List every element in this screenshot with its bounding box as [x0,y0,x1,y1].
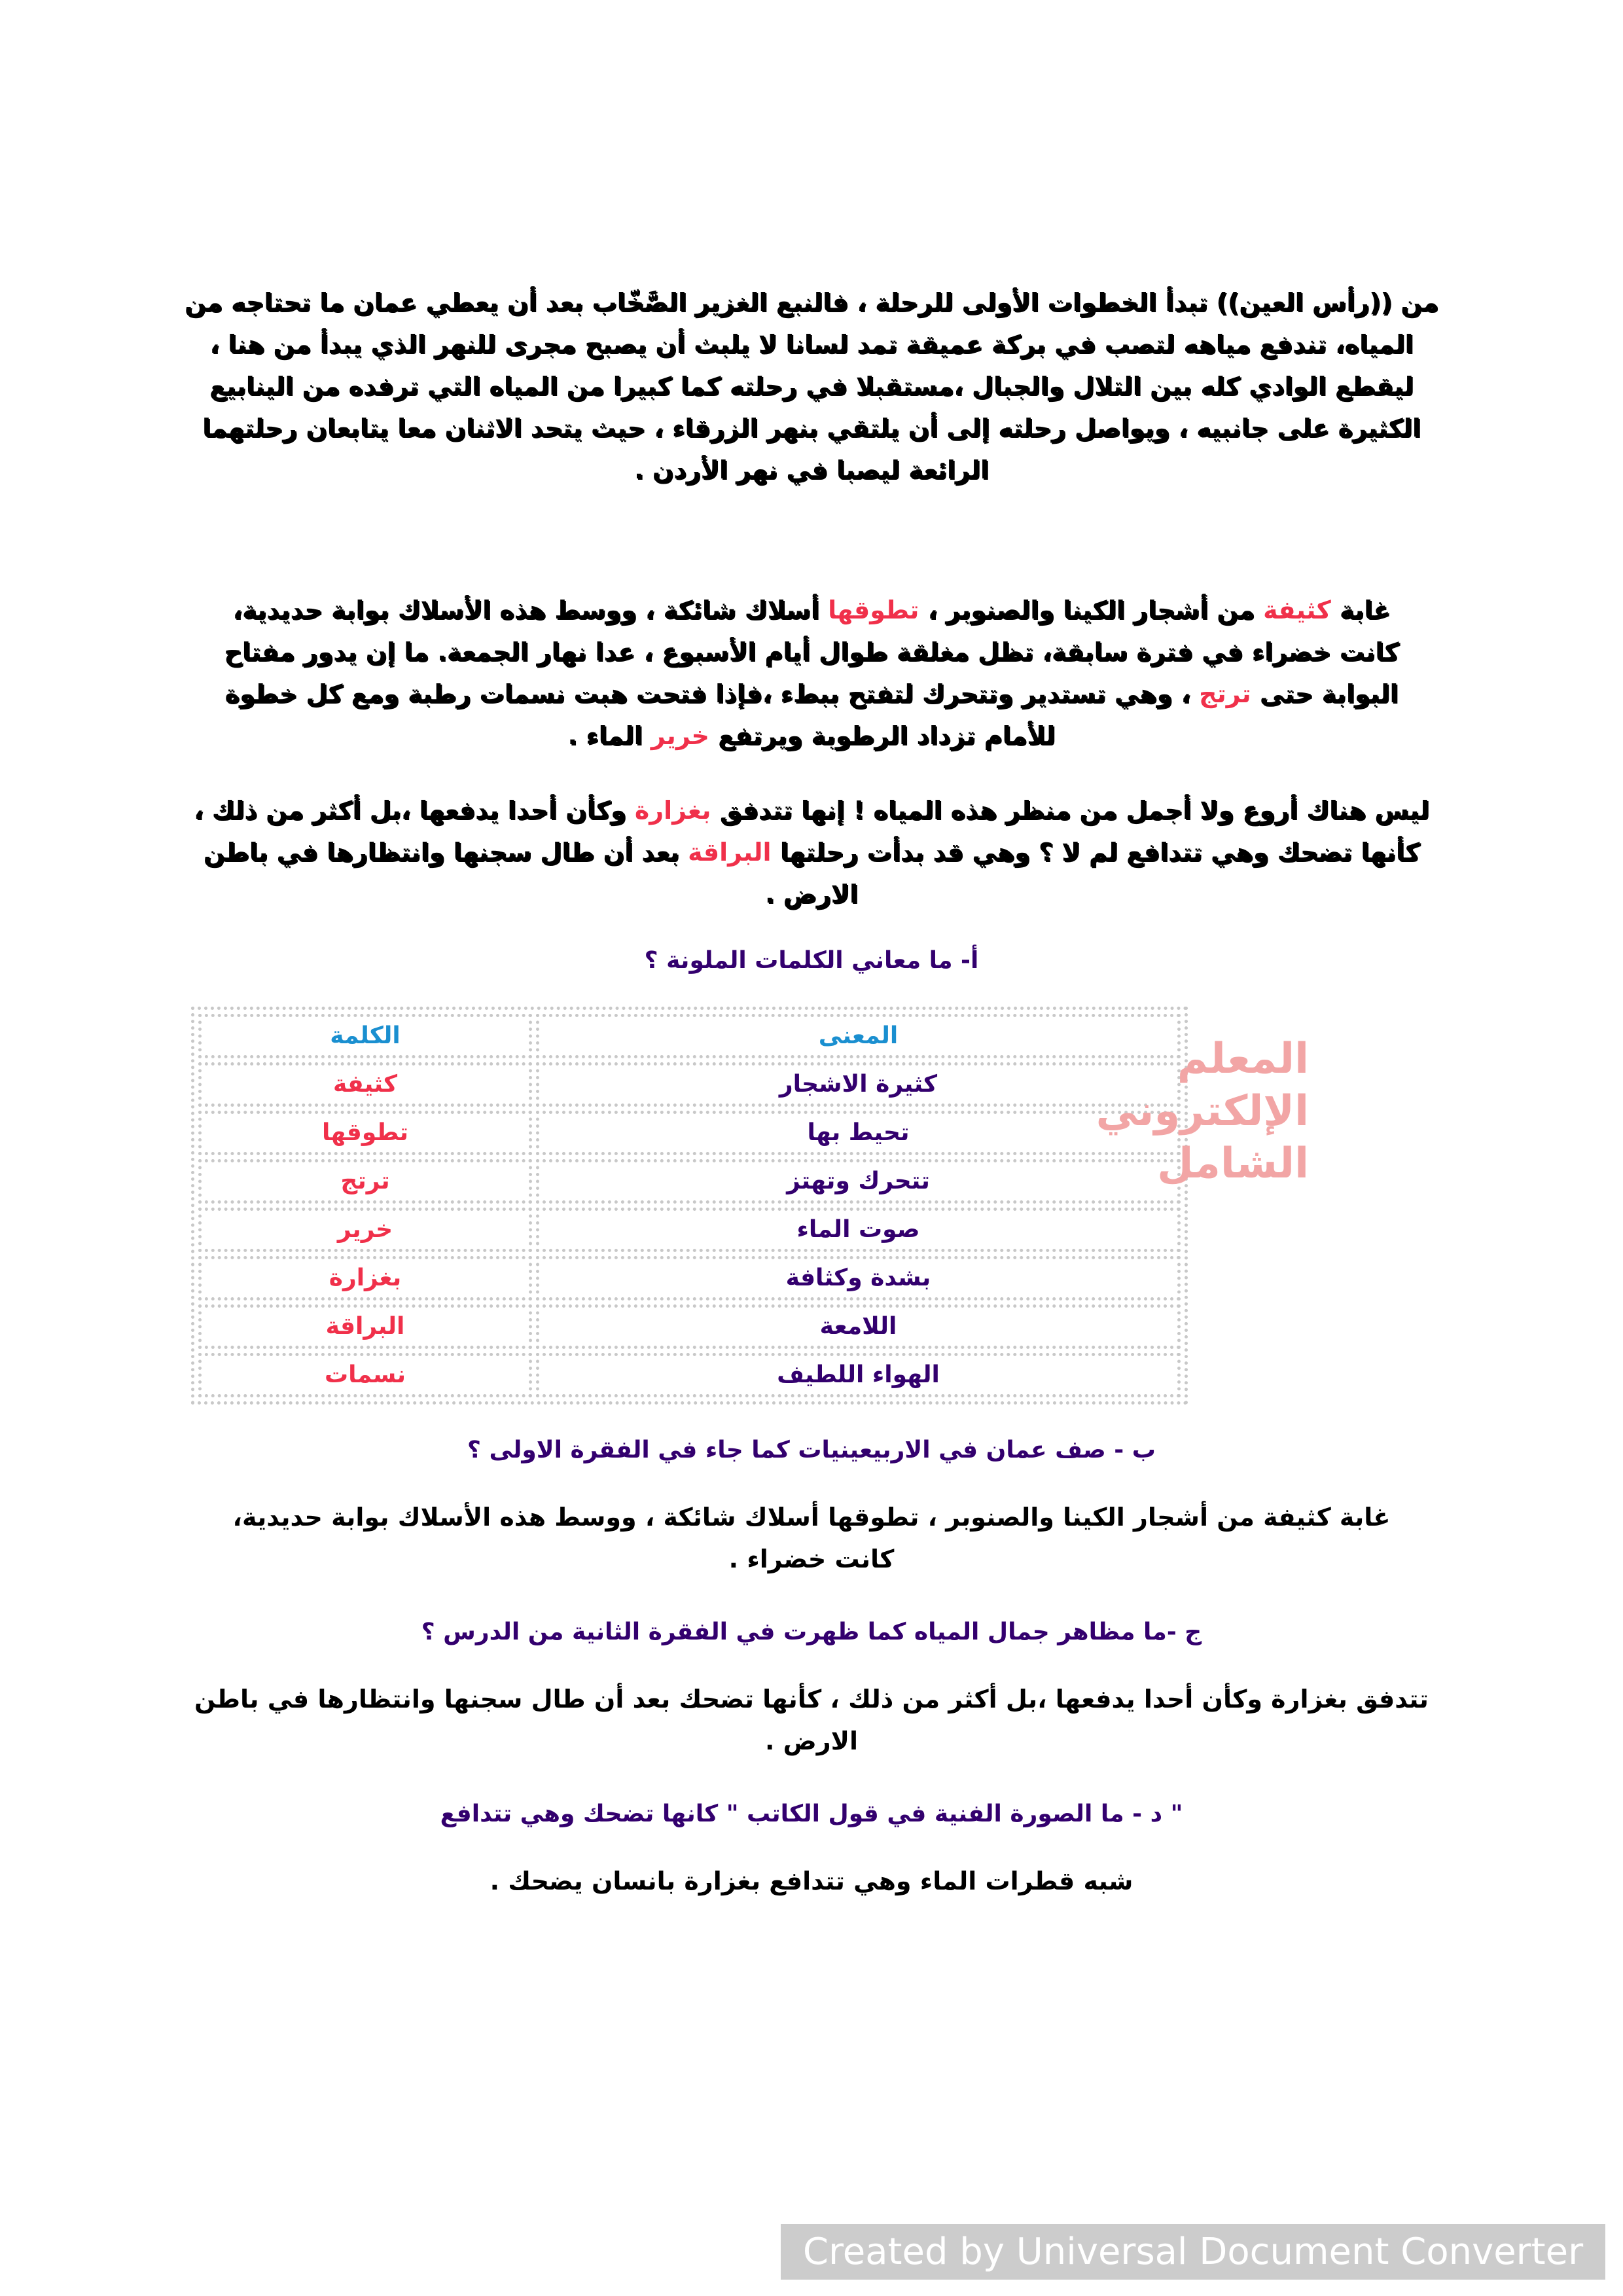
highlighted-word: تطوقها [828,596,919,624]
paragraph-text: ، وهي تستدير وتتحرك لتفتح ببطء ،فإذا فتحت هبت نسمات رطبة ومع كل خطوة للأمام تزداد الرطوبة ويرتفع [224,679,1200,750]
column-header-meaning: المعنى [536,1014,1181,1058]
paragraph-text: أسلاك شائكة ، ووسط هذه الأسلاك بوابة حديدية، كانت خضراء في فترة سابقة، تظل مغلقة طوال أيام الأسبوع ، عدا نهار الجمعة. ما إن يدور مفتاح البوابة حتى [224,596,1399,708]
answer-b: غابة كثيفة من أشجار الكينا والصنوبر ، تطوقها أسلاك شائكة ، ووسط هذه الأسلاك بوابة حديدية، كانت خضراء . [232,1503,1391,1573]
word-cell: بغزارة [198,1256,532,1300]
meaning-cell: تحيط بها [536,1111,1181,1155]
highlighted-word: بغزارة [634,796,711,825]
question-d: " د - ما الصورة الفنية في قول الكاتب " كانها تضحك وهي تتدافع [440,1801,1183,1827]
paragraph-text: وكأن أحدا يدفعها ،بل أكثر من ذلك ، كأنها تضحك وهي تتدافع لم لا ؟ وهي قد بدأت رحلتها [194,796,1420,867]
word-cell: ترتج [198,1159,532,1204]
word-cell: خرير [198,1208,532,1252]
highlighted-word: خرير [651,721,709,750]
passage-paragraph-3 [183,789,1440,915]
meaning-cell: تتحرك وتهتز [536,1159,1181,1204]
question-a: أ- ما معاني الكلمات الملونة ؟ [644,947,979,974]
paragraph-text: من أشجار الكينا والصنوبر ، [919,596,1264,624]
meaning-cell: صوت الماء [536,1208,1181,1252]
word-cell: البراقة [198,1304,532,1349]
word-cell: كثيفة [198,1062,532,1107]
column-header-word: الكلمة [198,1014,532,1058]
meaning-cell: الهواء اللطيف [536,1353,1181,1397]
highlighted-word: ترتج [1199,679,1251,708]
question-b: ب - صف عمان في الاربيعينيات كما جاء في الفقرة الاولى ؟ [467,1437,1156,1463]
paragraph-text: الماء . [567,721,651,750]
meaning-cell: بشدة وكثافة [536,1256,1181,1300]
paragraph-text: ليس هناك أروع ولا أجمل من منظر هذه المياه ! إنها تتدفق [711,796,1429,825]
answer-d: شبه قطرات الماء وهي تتدافع بغزارة بانسان يضحك . [490,1867,1133,1895]
meaning-cell: اللامعة [536,1304,1181,1349]
table-row [198,1256,1181,1300]
vocabulary-section [0,1007,1623,1405]
watermark: المعلم الإلكتروني الشامل [1096,1035,1309,1188]
table-row [198,1353,1181,1397]
paragraph-text: غابة [1330,596,1391,624]
question-c: ج -ما مظاهر جمال المياه كما ظهرت في الفقرة الثانية من الدرس ؟ [421,1619,1202,1645]
highlighted-word: كثيفة [1263,596,1331,624]
table-row [198,1304,1181,1349]
answer-c: تتدفق بغزارة وكأن أحدا يدفعها ،بل أكثر من ذلك ، كأنها تضحك بعد أن طال سجنها وانتظارها في باطن الارض . [194,1685,1429,1755]
table-row [198,1208,1181,1252]
table-header-row [198,1014,1181,1058]
table-row [198,1062,1181,1107]
paragraph-text: بعد أن طال سجنها وانتظارها في باطن الارض . [203,838,858,908]
converter-footer-banner: Created by Universal Document Converter [781,2224,1605,2280]
meaning-cell: كثيرة الاشجار [536,1062,1181,1107]
word-cell: تطوقها [198,1111,532,1155]
passage-paragraph-2 [203,589,1420,757]
vocabulary-table [191,1007,1188,1405]
table-row [198,1159,1181,1204]
highlighted-word: البراقة [688,838,772,867]
table-row [198,1111,1181,1155]
word-cell: نسمات [198,1353,532,1397]
passage-paragraph-1: من ((رأس العين)) تبدأ الخطوات الأولى للرحلة ، فالنبع الغزير الصَّخّاب بعد أن يعطي عمان ما تحتاجه من المياه، تندفع مياهه لتصب في بركة عميقة تمد لسانا لا يلبث أن يصبح مجرى للنهر الذي يبدأ من هنا ، ليقطع الوادي كله بين التلال والجبال ،مستقبلا في رحلته كما كبيرا من المياه التي ترفده من الينابيع الكثيرة على جانبيه ، ويواصل رحلته إلى أن يلتقي بنهر الزرقاء ، حيث يتحد الاثنان معا يتابعان رحلتهما الرائعة ليصبا في نهر الأردن . [185,288,1438,484]
